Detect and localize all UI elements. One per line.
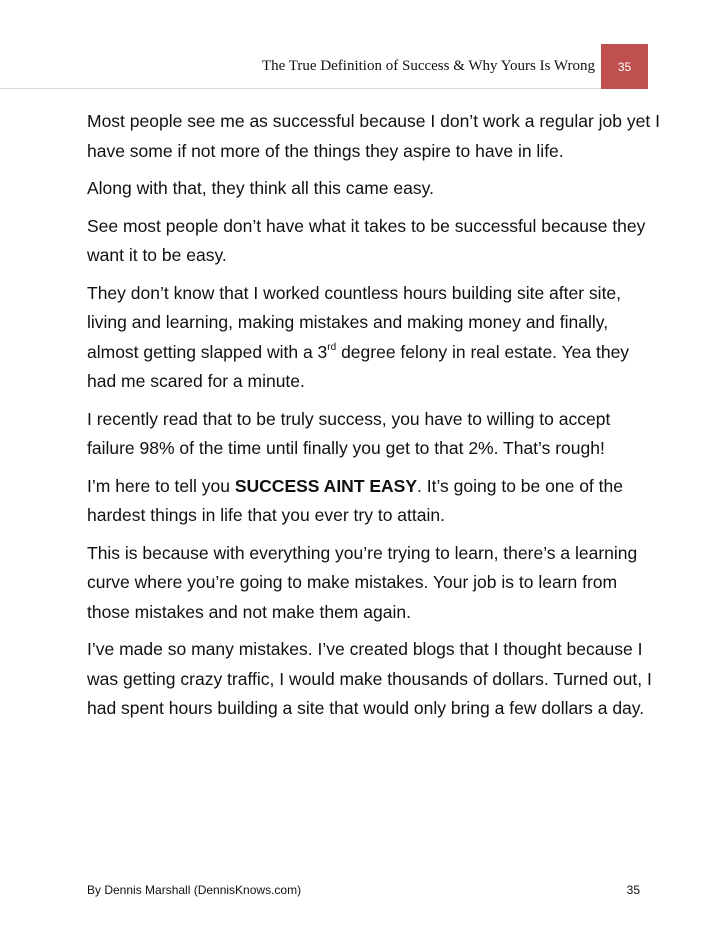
emphasis-text: SUCCESS AINT EASY	[234, 475, 418, 496]
paragraph-8: I’ve made so many mistakes. I’ve created blogs that I thought because I was getting crazy traffic, I would make thousands of dollars. Turned out, I had spent hours building a site that would only bring a few dollars a day.	[87, 639, 652, 718]
header-divider	[0, 88, 601, 89]
paragraph-7: This is because with everything you’re trying to learn, there’s a learning curve where you’re going to make mistakes. Your job is to learn from those mistakes and not make them again.	[87, 542, 638, 622]
paragraph-4-text-start: They don’t know that I worked countless hours building site after site, living and learning, making mistakes and making money and finally, almost getting slapped with a 3	[87, 282, 622, 362]
footer-page-number: 35	[626, 883, 640, 897]
header-page-number: 35	[601, 44, 648, 89]
page-body	[87, 107, 662, 732]
page-header	[0, 44, 728, 89]
paragraph-4-text-end: degree felony in real estate. Yea they had me scared for a minute.	[87, 341, 630, 391]
paragraph-5: I recently read that to be truly success, you have to willing to accept failure 98% of the time until finally you get to that 2%. That’s rough!	[87, 408, 611, 458]
ordinal-suffix: rd	[327, 341, 337, 353]
paragraph-4	[87, 279, 662, 397]
paragraph-3: See most people don’t have what it takes to be successful because they want it to be easy.	[87, 215, 646, 265]
paragraph-6	[87, 472, 662, 531]
page-footer	[87, 883, 640, 903]
paragraph-6-text-start: I’m here to tell you	[87, 475, 235, 496]
header-title: The True Definition of Success & Why Yours Is Wrong	[261, 58, 595, 74]
paragraph-6-text-end: . It’s going to be one of the hardest things in life that you ever try to attain.	[87, 475, 623, 525]
paragraph-2: Along with that, they think all this came easy.	[87, 178, 434, 198]
paragraph-1: Most people see me as successful because I don’t work a regular job yet I have some if not more of the things they aspire to have in life.	[87, 111, 660, 161]
footer-author: By Dennis Marshall (DennisKnows.com)	[87, 883, 302, 897]
